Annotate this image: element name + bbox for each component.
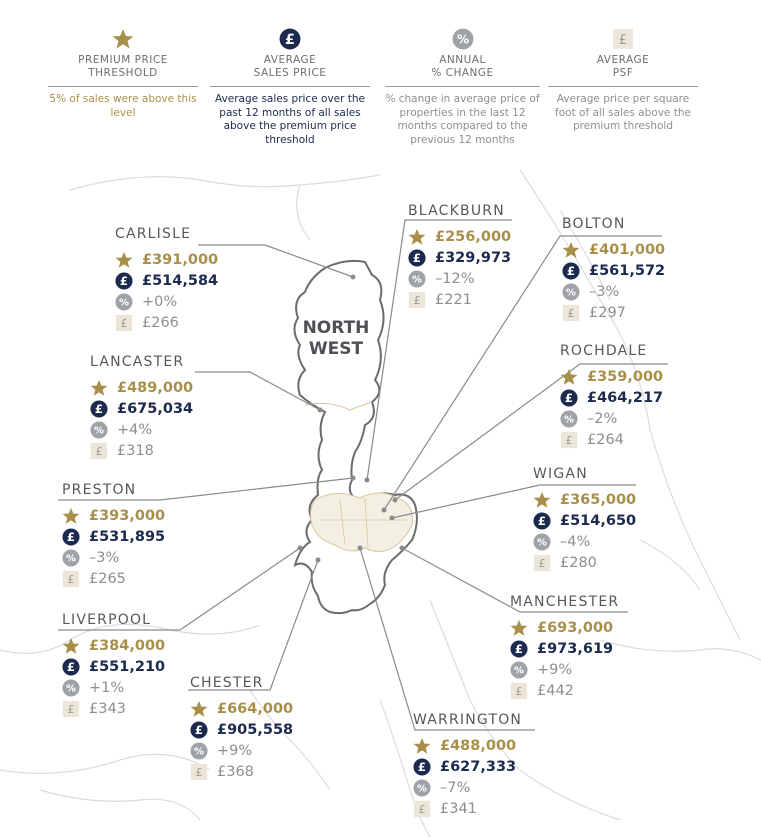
annual-change-row: [62, 547, 165, 568]
svg-text:%: %: [66, 683, 76, 695]
average-sales-price-value: £514,650: [560, 512, 637, 529]
legend-item-3: [385, 28, 540, 147]
average-psf-value: £265: [89, 570, 126, 587]
svg-text:%: %: [417, 783, 427, 795]
pound-square-icon: [533, 554, 551, 572]
average-sales-price-value: £675,034: [117, 400, 194, 417]
annual-change-value: +1%: [89, 679, 125, 696]
svg-text:%: %: [456, 32, 469, 47]
premium-threshold-value: £359,000: [587, 368, 664, 385]
pound-square-icon: [90, 442, 108, 460]
annual-change-value: –2%: [587, 410, 618, 427]
svg-text:£: £: [564, 390, 574, 405]
percent-circle-icon: [560, 410, 578, 428]
average-psf-value: £442: [537, 682, 574, 699]
avg-price-row: [560, 387, 663, 408]
avg-price-row: [408, 247, 511, 268]
star-icon: [62, 507, 80, 525]
svg-text:£: £: [67, 702, 75, 716]
psf-row: [510, 680, 619, 701]
average-sales-price-value: £561,572: [589, 262, 666, 279]
percent-circle-icon: [115, 293, 133, 311]
pound-square-icon: [190, 763, 208, 781]
city-name: BLACKBURN: [408, 203, 505, 219]
avg-price-row: [413, 756, 522, 777]
psf-row: [115, 312, 218, 333]
psf-row: [562, 302, 665, 323]
star-icon: [533, 491, 551, 509]
psf-row: [190, 761, 293, 782]
legend-description: Average sales price over the past 12 months of all sales above the premium price threshold: [215, 93, 365, 146]
star-icon: [115, 251, 133, 269]
pound-circle-icon: [533, 512, 551, 530]
premium-threshold-value: £393,000: [89, 507, 166, 524]
annual-change-row: [62, 677, 165, 698]
legend-item-4: [548, 28, 698, 134]
svg-text:%: %: [566, 287, 576, 299]
annual-change-row: [408, 268, 511, 289]
city-name: BOLTON: [562, 216, 626, 232]
pound-circle-icon: [413, 758, 431, 776]
svg-text:%: %: [119, 297, 129, 309]
star-icon: [62, 637, 80, 655]
city-panel-warrington: [413, 712, 522, 819]
average-psf-value: £266: [142, 314, 179, 331]
psf-row: [408, 289, 511, 310]
premium-threshold-value: £489,000: [117, 379, 194, 396]
annual-change-value: –7%: [440, 779, 471, 796]
annual-change-value: +0%: [142, 293, 178, 310]
avg-price-row: [510, 638, 619, 659]
percent-circle-icon: [90, 421, 108, 439]
percent-circle-icon: [413, 779, 431, 797]
svg-text:£: £: [120, 316, 128, 330]
svg-text:£: £: [515, 684, 523, 698]
star-icon: [510, 619, 528, 637]
pound-circle-icon: [562, 262, 580, 280]
average-psf-value: £264: [587, 431, 624, 448]
svg-text:£: £: [94, 401, 104, 416]
svg-text:£: £: [195, 765, 203, 779]
svg-text:£: £: [66, 659, 76, 674]
star-icon: [408, 228, 426, 246]
svg-text:%: %: [194, 746, 204, 758]
average-psf-value: £341: [440, 800, 477, 817]
legend-title: AVERAGE PSF: [548, 54, 698, 87]
annual-change-row: [560, 408, 663, 429]
average-psf-value: £368: [217, 763, 254, 780]
city-panel-bolton: [562, 216, 665, 323]
average-psf-value: £221: [435, 291, 472, 308]
svg-text:£: £: [67, 572, 75, 586]
premium-threshold-value: £391,000: [142, 251, 219, 268]
avg-price-row: [62, 526, 165, 547]
average-sales-price-value: £531,895: [89, 528, 166, 545]
annual-change-row: [533, 531, 636, 552]
pound-circle-icon: [560, 389, 578, 407]
city-name: LIVERPOOL: [62, 612, 152, 628]
north-west-outline: [294, 261, 416, 613]
city-panel-liverpool: [62, 612, 165, 719]
svg-text:£: £: [285, 31, 295, 48]
percent-circle-icon: [190, 742, 208, 760]
star-icon: [562, 241, 580, 259]
svg-text:%: %: [564, 414, 574, 426]
city-name: ROCHDALE: [560, 343, 648, 359]
percent-circle-icon: [408, 270, 426, 288]
svg-text:£: £: [566, 263, 576, 278]
percent-circle-icon: [62, 549, 80, 567]
svg-text:£: £: [567, 306, 575, 320]
pound-square-icon: [612, 28, 634, 50]
svg-text:£: £: [412, 250, 422, 265]
annual-change-row: [190, 740, 293, 761]
average-psf-value: £318: [117, 442, 154, 459]
pound-square-icon: [62, 700, 80, 718]
city-panel-blackburn: [408, 203, 511, 310]
star-icon: [190, 700, 208, 718]
svg-text:£: £: [618, 32, 628, 48]
pound-circle-icon: [62, 528, 80, 546]
svg-text:£: £: [514, 641, 524, 656]
annual-change-row: [413, 777, 522, 798]
psf-row: [533, 552, 636, 573]
average-sales-price-value: £973,619: [537, 640, 614, 657]
svg-text:%: %: [66, 553, 76, 565]
average-sales-price-value: £464,217: [587, 389, 664, 406]
avg-price-row: [62, 656, 165, 677]
annual-change-value: +4%: [117, 421, 153, 438]
city-panel-lancaster: [90, 354, 193, 461]
psf-row: [560, 429, 663, 450]
percent-circle-icon: [533, 533, 551, 551]
annual-change-row: [90, 419, 193, 440]
city-name: WIGAN: [533, 466, 588, 482]
average-psf-value: £280: [560, 554, 597, 571]
pound-circle-icon: [279, 28, 301, 50]
pound-square-icon: [62, 570, 80, 588]
threshold-row: [62, 505, 165, 526]
legend-item-2: [210, 28, 370, 147]
threshold-row: [510, 617, 619, 638]
annual-change-row: [115, 291, 218, 312]
annual-change-value: –12%: [435, 270, 475, 287]
annual-change-value: –3%: [89, 549, 120, 566]
average-psf-value: £297: [589, 304, 626, 321]
legend-description: % change in average price of properties in the last 12 months compared to the previous 12 months: [385, 93, 540, 146]
average-sales-price-value: £551,210: [89, 658, 166, 675]
star-icon: [560, 368, 578, 386]
svg-text:£: £: [194, 722, 204, 737]
pound-square-icon: [115, 314, 133, 332]
pound-square-icon: [413, 800, 431, 818]
star-icon: [112, 28, 134, 50]
city-panel-wigan: [533, 466, 636, 573]
average-psf-value: £343: [89, 700, 126, 717]
pound-square-icon: [408, 291, 426, 309]
svg-text:£: £: [537, 513, 547, 528]
svg-text:%: %: [514, 665, 524, 677]
threshold-row: [562, 239, 665, 260]
star-icon: [90, 379, 108, 397]
pound-circle-icon: [90, 400, 108, 418]
svg-text:£: £: [417, 759, 427, 774]
city-name: CARLISLE: [115, 226, 192, 242]
legend-description: 5% of sales were above this level: [49, 93, 197, 119]
legend-title: AVERAGE SALES PRICE: [210, 54, 370, 87]
svg-text:%: %: [537, 537, 547, 549]
threshold-row: [90, 377, 193, 398]
svg-text:%: %: [412, 274, 422, 286]
average-sales-price-value: £514,584: [142, 272, 219, 289]
svg-text:£: £: [95, 444, 103, 458]
threshold-row: [115, 249, 218, 270]
psf-row: [413, 798, 522, 819]
city-panel-rochdale: [560, 343, 663, 450]
avg-price-row: [190, 719, 293, 740]
pound-circle-icon: [115, 272, 133, 290]
svg-text:%: %: [94, 425, 104, 437]
average-sales-price-value: £627,333: [440, 758, 517, 775]
psf-row: [90, 440, 193, 461]
svg-text:£: £: [119, 273, 129, 288]
psf-row: [62, 698, 165, 719]
annual-change-row: [562, 281, 665, 302]
legend-description: Average price per square foot of all sales above the premium threshold: [555, 93, 691, 132]
premium-threshold-value: £256,000: [435, 228, 512, 245]
threshold-row: [560, 366, 663, 387]
region-label: NORTH WEST: [302, 318, 370, 359]
percent-circle-icon: [452, 28, 474, 50]
city-name: PRESTON: [62, 482, 137, 498]
city-name: CHESTER: [190, 675, 264, 691]
avg-price-row: [115, 270, 218, 291]
svg-text:£: £: [418, 802, 426, 816]
threshold-row: [413, 735, 522, 756]
psf-row: [62, 568, 165, 589]
premium-threshold-value: £488,000: [440, 737, 517, 754]
legend-item-1: [48, 28, 198, 120]
city-panel-carlisle: [115, 226, 218, 333]
premium-threshold-value: £365,000: [560, 491, 637, 508]
threshold-row: [408, 226, 511, 247]
threshold-row: [190, 698, 293, 719]
city-name: WARRINGTON: [413, 712, 523, 728]
percent-circle-icon: [510, 661, 528, 679]
premium-threshold-value: £664,000: [217, 700, 294, 717]
pound-square-icon: [562, 304, 580, 322]
pound-circle-icon: [408, 249, 426, 267]
average-sales-price-value: £329,973: [435, 249, 512, 266]
svg-text:£: £: [66, 529, 76, 544]
premium-threshold-value: £384,000: [89, 637, 166, 654]
svg-text:£: £: [413, 293, 421, 307]
annual-change-row: [510, 659, 619, 680]
pound-circle-icon: [190, 721, 208, 739]
avg-price-row: [90, 398, 193, 419]
legend-title: ANNUAL % CHANGE: [385, 54, 540, 87]
percent-circle-icon: [562, 283, 580, 301]
legend-title: PREMIUM PRICE THRESHOLD: [48, 54, 198, 87]
pound-circle-icon: [510, 640, 528, 658]
pound-square-icon: [510, 682, 528, 700]
star-icon: [413, 737, 431, 755]
annual-change-value: –3%: [589, 283, 620, 300]
annual-change-value: +9%: [537, 661, 573, 678]
pound-circle-icon: [62, 658, 80, 676]
city-name: MANCHESTER: [510, 594, 620, 610]
premium-threshold-value: £401,000: [589, 241, 666, 258]
average-sales-price-value: £905,558: [217, 721, 294, 738]
pound-square-icon: [560, 431, 578, 449]
percent-circle-icon: [62, 679, 80, 697]
city-name: LANCASTER: [90, 354, 185, 370]
premium-threshold-value: £693,000: [537, 619, 614, 636]
threshold-row: [62, 635, 165, 656]
threshold-row: [533, 489, 636, 510]
annual-change-value: +9%: [217, 742, 253, 759]
city-panel-manchester: [510, 594, 619, 701]
city-panel-chester: [190, 675, 293, 782]
city-panel-preston: [62, 482, 165, 589]
svg-text:£: £: [538, 556, 546, 570]
annual-change-value: –4%: [560, 533, 591, 550]
avg-price-row: [562, 260, 665, 281]
avg-price-row: [533, 510, 636, 531]
svg-text:£: £: [565, 433, 573, 447]
